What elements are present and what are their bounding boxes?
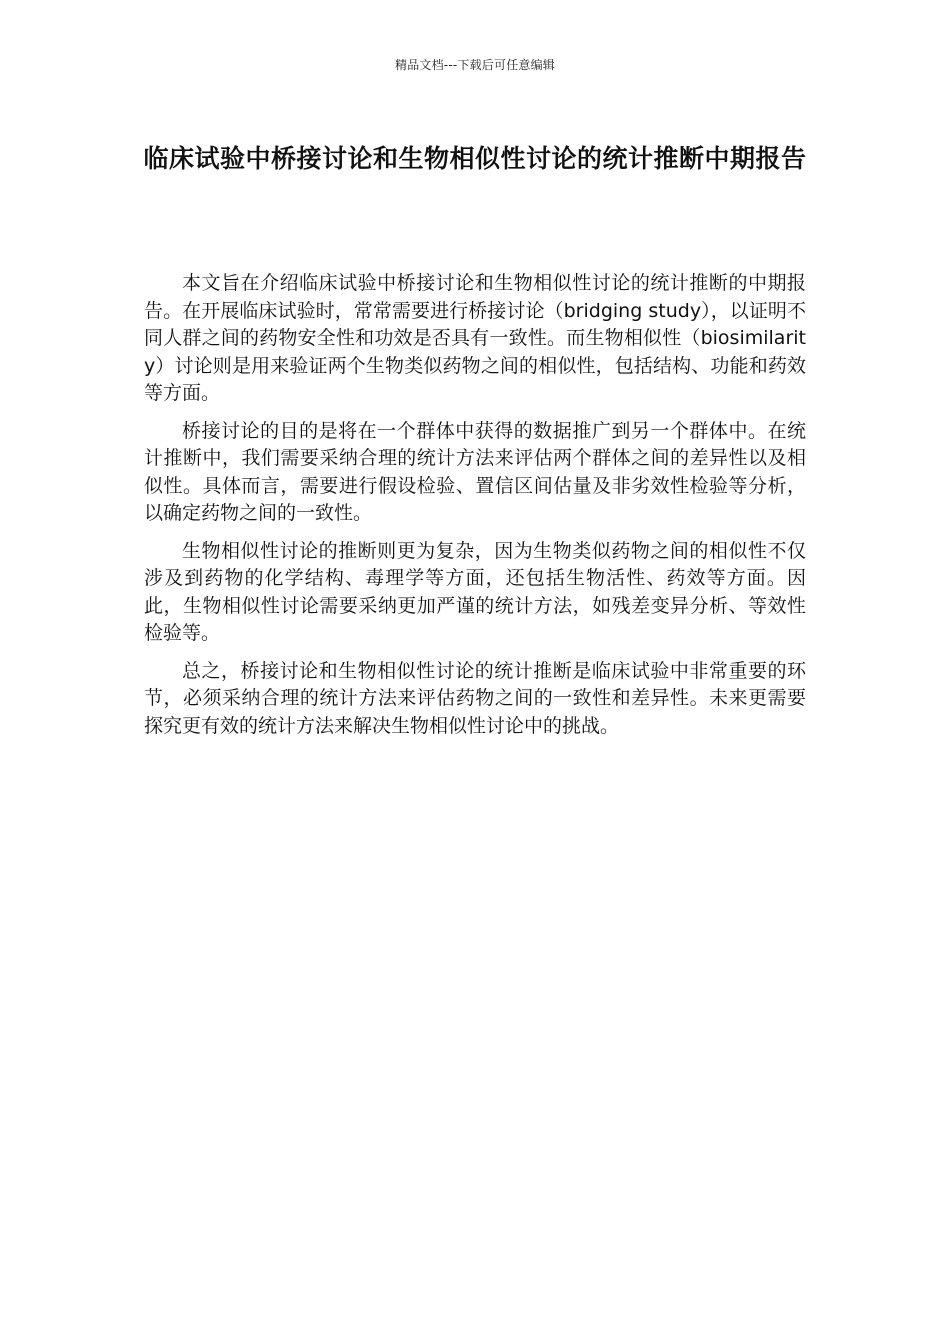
paragraph-bridging-study: 桥接讨论的目的是将在一个群体中获得的数据推广到另一个群体中。在统计推断中，我们需要采纳合理的统计方法来评估两个群体之间的差异性以及相似性。具体而言，需要进行假设检验、置信区间估量及非劣效性检验等分析，以确定药物之间的一致性。 [144, 419, 806, 524]
paragraph-biosimilarity: 生物相似性讨论的推断则更为复杂，因为生物类似药物之间的相似性不仅涉及到药物的化学结构、毒理学等方面，还包括生物活性、药效等方面。因此，生物相似性讨论需要采纳更加严谨的统计方法，如残差变异分析、等效性检验等。 [144, 539, 806, 644]
paragraph-intro: 本文旨在介绍临床试验中桥接讨论和生物相似性讨论的统计推断的中期报告。在开展临床试验时，常常需要进行桥接讨论（bridging study），以证明不同人群之间的药物安全性和功效是否具有一致性。而生物相似性（biosimilarity）讨论则是用来验证两个生物类似药物之间的相似性，包括结构、功能和药效等方面。 [144, 272, 806, 404]
paragraph-conclusion: 总之，桥接讨论和生物相似性讨论的统计推断是临床试验中非常重要的环节，必须采纳合理的统计方法来评估药物之间的一致性和差异性。未来更需要探究更有效的统计方法来解决生物相似性讨论中的挑战。 [144, 659, 806, 737]
document-body [144, 270, 806, 750]
header-note: 精品文档---下载后可任意编辑 [395, 58, 555, 72]
document-title: 临床试验中桥接讨论和生物相似性讨论的统计推断中期报告 [143, 144, 807, 173]
